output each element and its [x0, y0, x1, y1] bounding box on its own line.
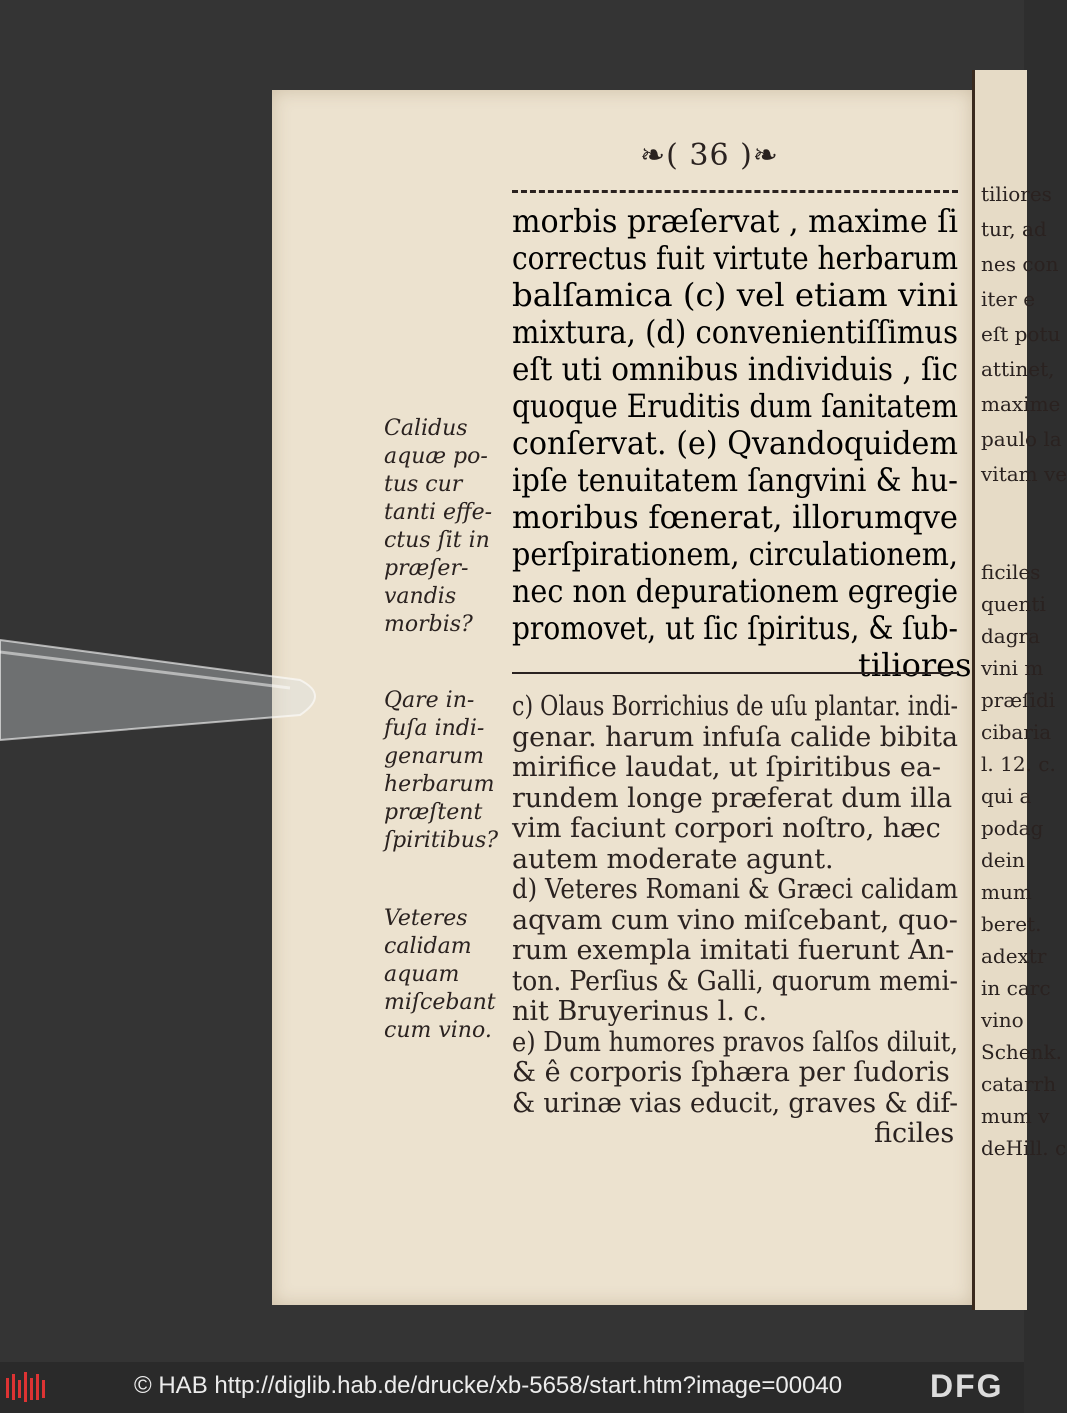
- footnote-line: mirifice laudat, ut ſpiritibus ea-: [512, 752, 942, 783]
- text-line: mixtura, (d) convenientiſſimus: [512, 313, 958, 351]
- margin-note-line: præſtent: [384, 800, 483, 825]
- text-line: perſpirationem, circulationem,: [512, 535, 958, 573]
- facing-page-fragment: tiliores: [981, 182, 1052, 206]
- facing-page-fragment: dagra: [981, 624, 1041, 648]
- text-line: morbis præſervat , maxime ſi: [512, 202, 958, 240]
- facing-page-fragment: iter e: [981, 287, 1036, 311]
- footnote-line: rundem longe præferat dum illa: [512, 782, 953, 814]
- text-line: eſt uti omnibus individuis , ſic: [512, 350, 958, 388]
- facing-page-fragment: eſt potu: [981, 322, 1061, 346]
- margin-note-line: Veteres: [384, 906, 468, 931]
- facing-page-fragment: vitam ve: [981, 462, 1067, 486]
- footnote-line: nit Bruyerinus l. c.: [512, 996, 768, 1027]
- facing-page-fragment: ficiles: [981, 560, 1041, 584]
- page-clip: [0, 640, 330, 740]
- text-line: quoque Eruditis dum ſanitatem: [512, 387, 958, 425]
- facing-page-fragment: quenti: [981, 592, 1046, 616]
- footnote-line: rum exempla imitati fuerunt An-: [512, 935, 955, 966]
- facing-page-fragment: mum: [981, 880, 1032, 904]
- margin-note-line: præſer-: [384, 556, 469, 581]
- margin-note-line: ctus ſit in: [384, 528, 490, 553]
- facing-page-fragment: qui a: [981, 784, 1032, 808]
- footnote-line: c) Olaus Borrichius de uſu plantar. indi-: [512, 691, 958, 722]
- facing-page-fragment: catarrh: [981, 1072, 1057, 1096]
- facing-page-fragment: paulo la: [981, 427, 1062, 451]
- footnote-line: d) Veteres Romani & Græci calidam: [512, 874, 958, 905]
- facing-page-fragment: podag: [981, 816, 1044, 840]
- margin-note-line: miſcebant: [384, 990, 496, 1015]
- text-line: correctus fuit virtute herbarum: [512, 239, 958, 277]
- facing-page-fragment: attinet,: [981, 357, 1055, 381]
- footer-url[interactable]: © HAB http://diglib.hab.de/drucke/xb-5658/start.htm?image=00040: [134, 1372, 843, 1399]
- margin-note-line: morbis?: [384, 612, 473, 637]
- header-rule: [512, 190, 958, 193]
- facing-page-fragment: præſidi: [981, 688, 1056, 712]
- text-line: balſamica (c) vel etiam vini: [512, 276, 958, 314]
- facing-page-fragment: adextr: [981, 944, 1047, 968]
- text-line: promovet, ut ſic ſpiritus, & ſub-: [512, 609, 958, 647]
- footnote-line: ficiles: [874, 1118, 955, 1149]
- margin-note-line: calidam: [384, 934, 472, 959]
- margin-note-line: tus cur: [384, 472, 463, 497]
- footnote-line: & ê corporis ſphæra per ſudoris: [512, 1057, 950, 1088]
- hab-logo-icon: [6, 1370, 48, 1404]
- facing-page-fragment: deHill. c: [981, 1136, 1067, 1160]
- footnote-rule: [512, 672, 958, 674]
- footnote-line: aqvam cum vino miſcebant, quo-: [512, 904, 958, 936]
- text-line: ipſe tenuitatem ſangvini & hu-: [512, 461, 958, 499]
- margin-note-line: ſpiritibus?: [384, 828, 499, 853]
- facing-page-fragment: maxime: [981, 392, 1061, 416]
- facing-page-fragment: dein: [981, 848, 1025, 872]
- facing-page-fragment: cibaria: [981, 720, 1052, 744]
- facing-page-fragment: l. 12. c.: [981, 752, 1056, 776]
- margin-note-line: aquam: [384, 962, 460, 987]
- dfg-logo: DFG: [930, 1368, 1004, 1404]
- facing-page-fragment: mum v: [981, 1104, 1050, 1128]
- text-line: nec non depurationem egregie: [512, 572, 958, 610]
- footnote-line: ton. Perſius & Galli, quorum memi-: [512, 965, 958, 997]
- facing-page-fragment: nes con: [981, 252, 1059, 276]
- footer-bar: [0, 1362, 1024, 1413]
- text-line: conſervat. (e) Qvandoquidem: [512, 424, 958, 462]
- facing-page-edge: [972, 70, 1067, 1310]
- margin-note-line: Qare in-: [384, 688, 475, 713]
- margin-note-line: cum vino.: [384, 1018, 492, 1043]
- text-line: moribus fœnerat, illorumqve: [512, 498, 958, 536]
- facing-page-fragment: vini m: [981, 656, 1044, 680]
- margin-note-line: aquæ po-: [384, 444, 488, 469]
- footnote-line: vim faciunt corpori noſtro, hæc: [512, 813, 941, 844]
- margin-note-line: genarum: [384, 744, 484, 769]
- footnote-line: e) Dum humores pravos ſalſos diluit,: [512, 1026, 958, 1058]
- facing-page-fragment: Schenk.: [981, 1040, 1062, 1064]
- margin-note-line: vandis: [384, 584, 457, 609]
- page-header: ❧( 36 )❧: [640, 138, 779, 173]
- facing-page-fragment: beret.: [981, 912, 1042, 936]
- margin-note-line: fuſa indi-: [384, 716, 485, 741]
- margin-note-line: Calidus: [384, 416, 468, 441]
- footnote-line: genar. harum infuſa calide bibita: [512, 721, 958, 753]
- facing-page-fragment: tur, ad: [981, 217, 1047, 241]
- footnote-line: autem moderate agunt.: [512, 843, 834, 875]
- facing-page-fragment: in carc: [981, 976, 1051, 1000]
- margin-note-line: tanti effe-: [384, 500, 493, 525]
- facing-page-fragment: vino: [981, 1008, 1024, 1032]
- text-line: tiliores: [858, 646, 972, 684]
- margin-note-line: herbarum: [384, 772, 495, 797]
- footnote-line: & urinæ vias educit, graves & dif-: [512, 1087, 958, 1119]
